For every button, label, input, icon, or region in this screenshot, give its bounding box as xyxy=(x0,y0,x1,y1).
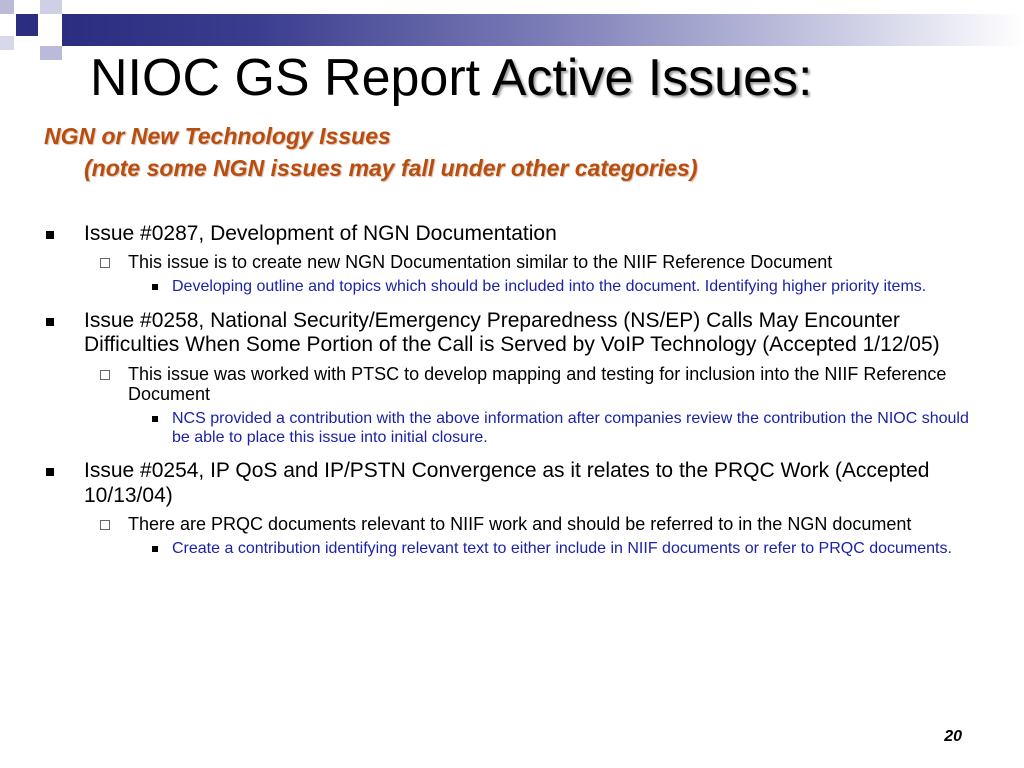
issue-detail xyxy=(128,540,984,559)
small-square-bullet-icon xyxy=(152,284,158,290)
hollow-square-bullet-icon xyxy=(100,258,110,268)
subpoint-text: This issue was worked with PTSC to develop mapping and testing for inclusion into the NIIF Reference Document xyxy=(128,363,947,405)
detail-text: NCS provided a contribution with the above information after companies review the contribution the NIOC should be able to place this issue into initial closure. xyxy=(172,410,969,446)
subtitle-line-1: NGN or New Technology Issues xyxy=(44,123,391,149)
detail-text: Developing outline and topics which should be included into the document. Identifying higher priority items. xyxy=(172,278,927,296)
decorative-square xyxy=(0,36,14,50)
small-square-bullet-icon xyxy=(152,416,158,422)
issue-list xyxy=(44,222,984,570)
issue-title: Issue #0254, IP QoS and IP/PSTN Convergence as it relates to the PRQC Work (Accepted 10/13/04) xyxy=(84,459,930,507)
issue-title: Issue #0287, Development of NGN Documentation xyxy=(84,222,557,245)
title-accent: Active Issues: xyxy=(491,49,813,107)
page-number: 20 xyxy=(944,728,962,745)
decorative-square xyxy=(40,14,62,46)
title-main: NIOC GS Report xyxy=(90,49,492,107)
issue-subpoint xyxy=(84,514,984,558)
issue-item xyxy=(44,222,984,297)
issue-item xyxy=(44,459,984,558)
subtitle-line-2: (note some NGN issues may fall under other categories) xyxy=(84,155,698,182)
square-bullet-icon xyxy=(46,318,54,326)
slide-title xyxy=(90,50,812,107)
detail-text: Create a contribution identifying relevant text to either include in NIIF documents or refer to PRQC documents. xyxy=(172,539,952,557)
decorative-square xyxy=(0,0,14,14)
issue-title: Issue #0258, National Security/Emergency Preparedness (NS/EP) Calls May Encounter Difficulties When Some Portion of the Call is Served by VoIP Technology (Accepted 1/12/05) xyxy=(84,308,940,357)
hollow-square-bullet-icon xyxy=(100,370,110,380)
header-gradient-bar xyxy=(62,14,1024,46)
decorative-square xyxy=(40,46,62,60)
issue-detail xyxy=(128,278,984,297)
decorative-square xyxy=(40,0,62,14)
decorative-square xyxy=(16,36,38,60)
issue-detail xyxy=(128,410,984,447)
subpoint-text: This issue is to create new NGN Documentation similar to the NIIF Reference Document xyxy=(128,252,833,273)
small-square-bullet-icon xyxy=(152,546,158,552)
square-bullet-icon xyxy=(46,468,54,476)
decorative-square xyxy=(16,14,38,36)
issue-item xyxy=(44,309,984,448)
issue-subpoint xyxy=(84,364,984,448)
subpoint-text: There are PRQC documents relevant to NIIF work and should be referred to in the NGN document xyxy=(128,514,912,535)
slide-subtitle xyxy=(44,120,698,184)
issue-subpoint xyxy=(84,252,984,296)
square-bullet-icon xyxy=(46,231,54,239)
hollow-square-bullet-icon xyxy=(100,520,110,530)
